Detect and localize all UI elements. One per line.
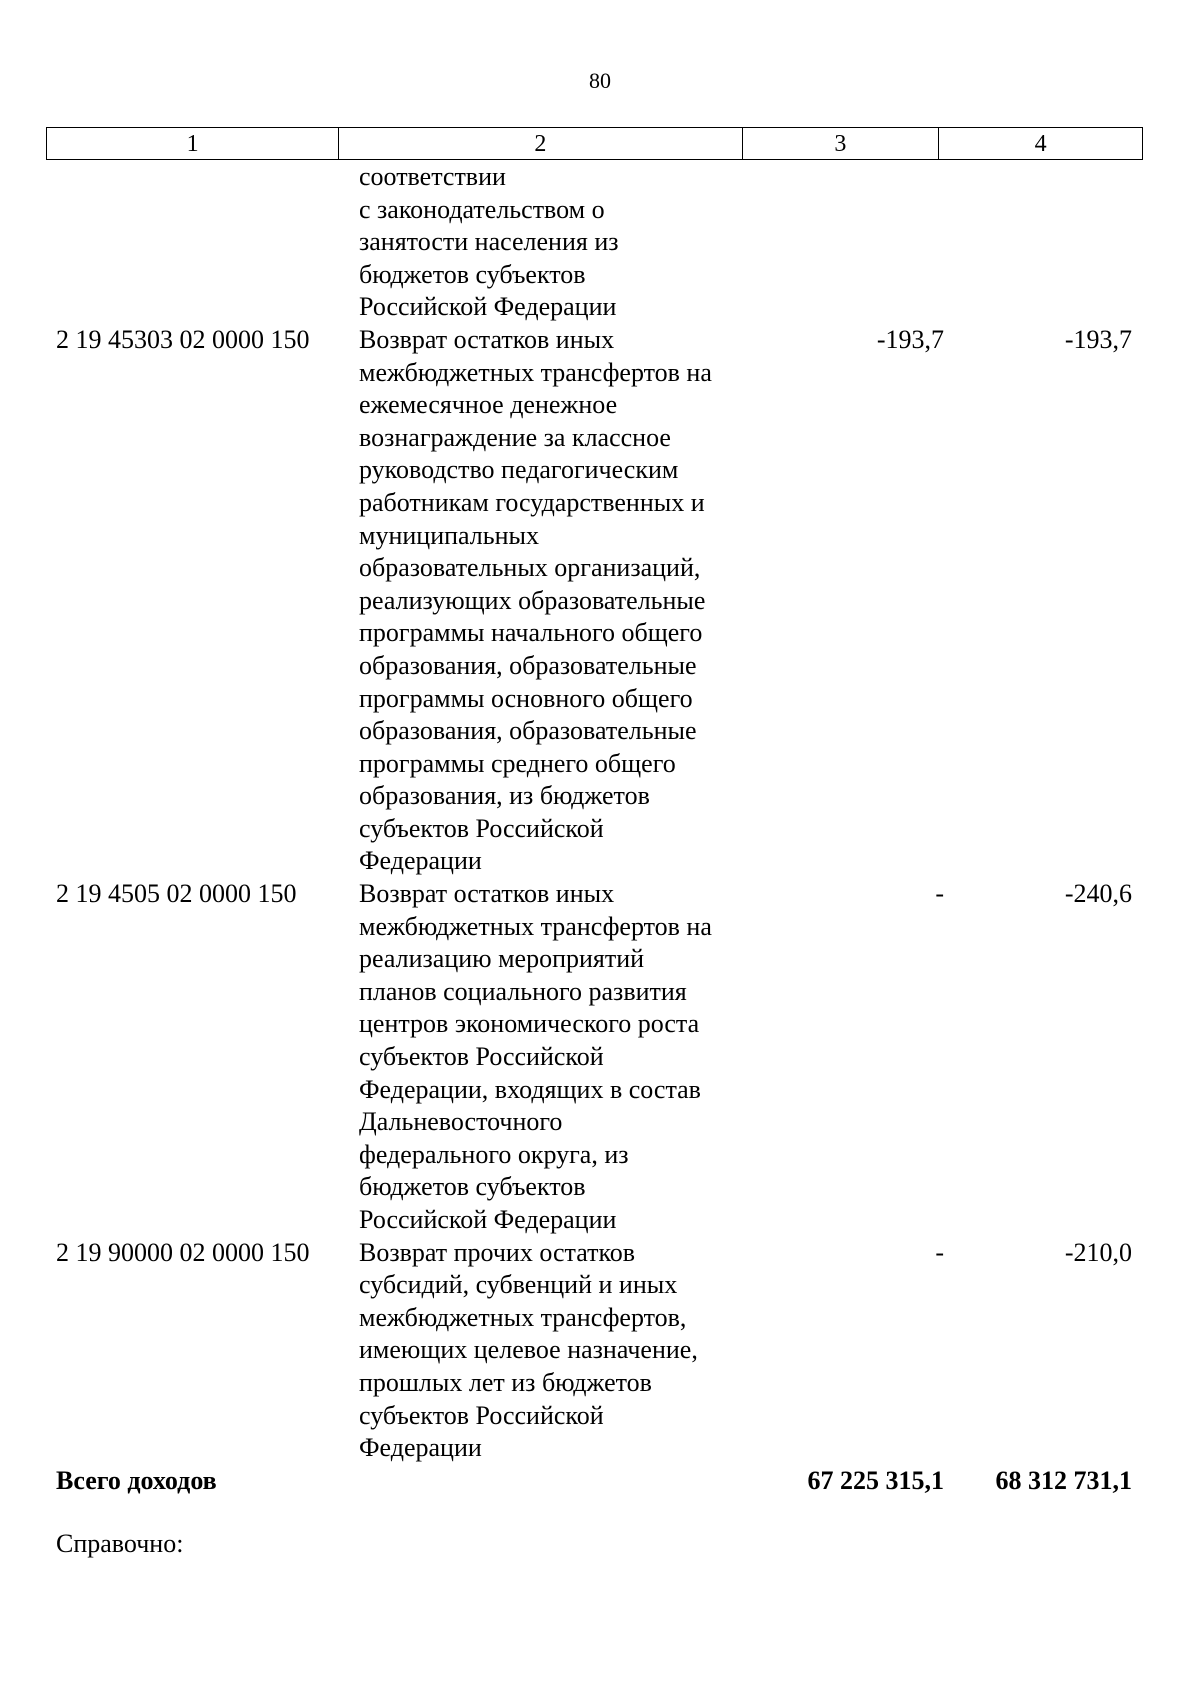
description-line: субъектов Российской: [359, 1400, 604, 1430]
code-cell: 2 19 90000 02 0000 150: [56, 1237, 310, 1267]
description-line: Возврат прочих остатков: [359, 1237, 636, 1267]
description-cell: [348, 1465, 764, 1498]
column-header-2: 2: [339, 128, 743, 160]
code-cell: 2 19 45303 02 0000 150: [56, 324, 310, 354]
description-line: планов социального развития: [359, 976, 687, 1006]
description-line: Дальневосточного: [359, 1107, 563, 1137]
description-line: программы начального общего: [359, 618, 703, 648]
amount-col4-cell: -193,7: [1064, 324, 1132, 354]
description-line: муниципальных: [359, 520, 540, 550]
description-cell: [348, 324, 764, 878]
amount-col4-cell: -240,6: [1064, 879, 1132, 909]
amount-col3-cell: [764, 161, 954, 324]
description-line: имеющих целевое назначение,: [359, 1335, 698, 1365]
income-table-body: [46, 161, 1143, 1497]
amount-col4-cell: [954, 161, 1143, 324]
table-row: [46, 1237, 1143, 1465]
description-line: реализующих образовательные: [359, 585, 706, 615]
total-col4: 68 312 731,1: [995, 1465, 1132, 1495]
reference-note: Справочно:: [56, 1529, 184, 1558]
description-line: федерального округа, из: [359, 1139, 629, 1169]
column-header-row: [47, 128, 1143, 160]
description-line: программы среднего общего: [359, 748, 676, 778]
continuation-row: [46, 161, 1143, 324]
amount-col4-cell: -210,0: [1064, 1237, 1132, 1267]
description-line: межбюджетных трансфертов на: [359, 911, 712, 941]
code-cell: 2 19 4505 02 0000 150: [56, 879, 297, 909]
description-cell: [348, 878, 764, 1237]
description-line: Федерации, входящих в состав: [359, 1074, 701, 1104]
column-header-4: 4: [939, 128, 1143, 160]
table-row: [46, 324, 1143, 878]
description-line: с законодательством о: [359, 194, 605, 224]
total-row: [46, 1465, 1143, 1498]
description-line: межбюджетных трансфертов на: [359, 357, 712, 387]
amount-col3-cell: -193,7: [876, 324, 944, 354]
description-line: вознаграждение за классное: [359, 422, 671, 452]
amount-col3-cell: -: [935, 1237, 944, 1267]
description-line: соответствии: [359, 162, 506, 191]
description-line: руководство педагогическим: [359, 455, 679, 485]
description-line: субсидий, субвенций и иных: [359, 1270, 678, 1300]
description-line: Федерации: [359, 1433, 482, 1463]
total-label: Всего доходов: [56, 1465, 217, 1495]
code-cell: [46, 161, 348, 324]
page-number: 80: [589, 68, 611, 93]
description-line: занятости населения из: [359, 227, 619, 257]
description-line: Возврат остатков иных: [359, 879, 615, 909]
description-line: работникам государственных и: [359, 487, 705, 517]
description-line: бюджетов субъектов: [359, 259, 586, 289]
table-row: [46, 878, 1143, 1237]
column-header-1: 1: [47, 128, 339, 160]
description-line: образования, образовательные: [359, 716, 697, 746]
description-line: реализацию мероприятий: [359, 944, 645, 974]
description-line: программы основного общего: [359, 683, 693, 713]
description-line: Федерации: [359, 846, 482, 876]
description-line: образования, образовательные: [359, 650, 697, 680]
description-cell: [348, 161, 764, 324]
description-line: прошлых лет из бюджетов: [359, 1367, 652, 1397]
amount-col3-cell: -: [935, 879, 944, 909]
description-line: Российской Федерации: [359, 1205, 617, 1234]
column-header-table: [46, 127, 1143, 160]
column-header-3: 3: [742, 128, 939, 160]
description-line: межбюджетных трансфертов,: [359, 1302, 687, 1332]
total-col3: 67 225 315,1: [807, 1465, 944, 1495]
description-line: Российской Федерации: [359, 292, 617, 322]
description-line: образования, из бюджетов: [359, 781, 650, 811]
description-line: ежемесячное денежное: [359, 390, 618, 420]
description-line: образовательных организаций,: [359, 553, 701, 583]
description-line: центров экономического роста: [359, 1009, 700, 1039]
description-line: субъектов Российской: [359, 1042, 604, 1072]
description-cell: [348, 1237, 764, 1465]
description-line: бюджетов субъектов: [359, 1172, 586, 1202]
description-line: субъектов Российской: [359, 813, 604, 843]
description-line: Возврат остатков иных: [359, 324, 615, 354]
